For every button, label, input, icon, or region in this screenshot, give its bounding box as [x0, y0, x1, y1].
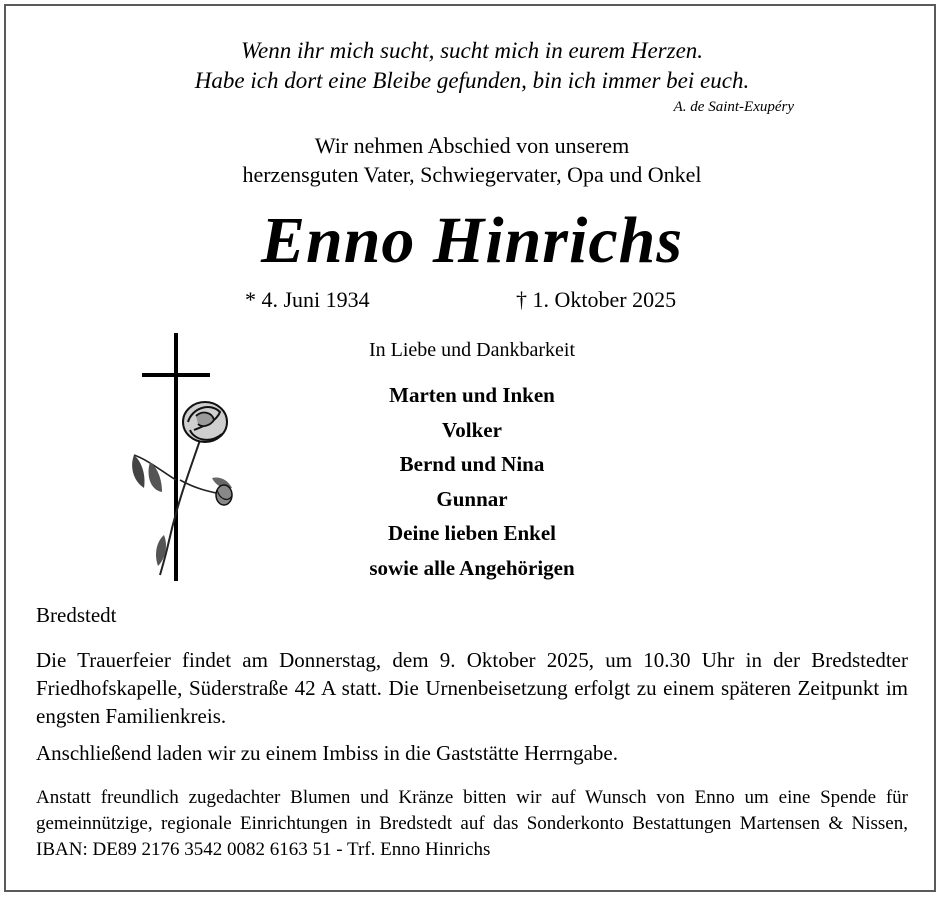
quote-line-2: Habe ich dort eine Bleibe gefunden, bin ich immer bei euch.: [194, 68, 750, 93]
city-label: Bredstedt: [36, 603, 117, 627]
mourner-name: Deine lieben Enkel: [387, 521, 556, 545]
intro-line-2: herzensguten Vater, Schwiegervater, Opa und Onkel: [242, 162, 702, 187]
deceased-name: Enno Hinrichs: [260, 204, 684, 277]
mourner-name: Marten und Inken: [389, 383, 555, 407]
ceremony-paragraph: Die Trauerfeier findet am Donnerstag, dem 9. Oktober 2025, um 10.30 Uhr in der Bredstedter Friedhofskapelle, Süderstraße 42 A statt. Die Urnenbeisetzung erfolgt zu einem späteren Zeitpunkt im engsten Familienkreis.: [36, 648, 908, 728]
reception-paragraph: Anschließend laden wir zu einem Imbiss in die Gaststätte Herrngabe.: [36, 741, 618, 765]
mourners-list: [0, 378, 944, 585]
mourner-name: sowie alle Angehörigen: [369, 555, 575, 580]
mourner-name: Bernd und Nina: [399, 452, 545, 476]
mourner-name: Volker: [442, 417, 502, 442]
quote-line-1: Wenn ihr mich sucht, sucht mich in eurem Herzen.: [240, 38, 704, 63]
birth-date: * 4. Juni 1934: [245, 287, 370, 312]
donation-paragraph: Anstatt freundlich zugedachter Blumen und Kränze bitten wir auf Wunsch von Enno um eine Spende für gemeinnützige, regionale Einrichtungen in Bredstedt auf das Sonderkonto Bestattungen Martensen & Nissen, IBAN: DE89 2176 3542 0082 6163 51 - Trf. Enno Hinrichs: [36, 787, 908, 860]
death-date: † 1. Oktober 2025: [516, 287, 677, 312]
intro-line-1: Wir nehmen Abschied von unserem: [314, 133, 630, 158]
thanks-line: In Liebe und Dankbarkeit: [368, 339, 576, 361]
quote-author: A. de Saint-Exupéry: [673, 99, 794, 115]
mourner-name: Gunnar: [436, 486, 508, 511]
